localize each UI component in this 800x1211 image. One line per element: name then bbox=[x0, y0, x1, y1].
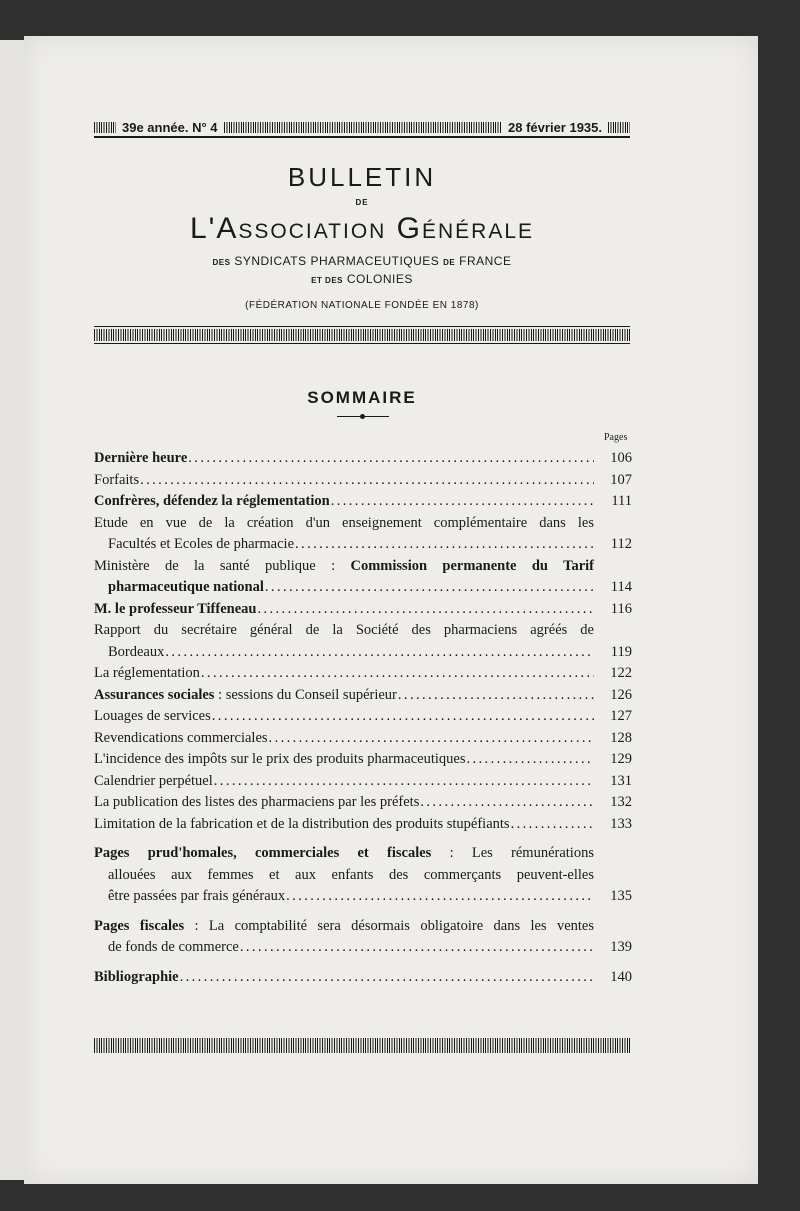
toc-title-bold: Commission permanente du Tarif bbox=[350, 557, 594, 574]
toc-entry bbox=[94, 916, 634, 959]
issue-number: 39e année. N° 4 bbox=[122, 119, 218, 135]
toc-page: 139 bbox=[610, 939, 632, 955]
toc-page: 133 bbox=[610, 815, 632, 832]
toc-page: 106 bbox=[610, 450, 632, 466]
toc-title: L'incidence des impôts sur le prix des produits pharmaceutiques bbox=[94, 751, 466, 767]
masthead-word: SYNDICATS PHARMACEUTIQUES bbox=[234, 254, 440, 268]
toc-entry bbox=[94, 599, 634, 621]
toc-page: 112 bbox=[610, 536, 632, 552]
masthead-word: DE bbox=[443, 258, 456, 267]
leader-dots bbox=[511, 814, 594, 836]
toc-title: Rapport du secrétaire général de la Société des pharmaciens agréés de bbox=[94, 622, 594, 638]
table-of-contents bbox=[94, 448, 634, 988]
hatch-ornament bbox=[608, 122, 630, 133]
toc-title: La publication des listes des pharmaciens par les préfets bbox=[94, 794, 420, 810]
toc-entry bbox=[94, 448, 634, 470]
toc-title-cont: allouées aux femmes et aux enfants des commerçants peuvent-elles bbox=[108, 866, 594, 883]
masthead-word: ET DES bbox=[311, 276, 344, 285]
masthead-de: DE bbox=[355, 198, 369, 207]
leader-dots bbox=[295, 534, 594, 556]
leader-dots bbox=[180, 967, 594, 989]
toc-page: 135 bbox=[610, 888, 632, 904]
toc-title-bold: Pages prud'homales, commerciales et fiscales bbox=[94, 845, 432, 861]
toc-entry bbox=[94, 470, 634, 492]
toc-title: La réglementation bbox=[94, 665, 200, 681]
toc-title-bold: Pages fiscales bbox=[94, 917, 185, 934]
document-page bbox=[24, 36, 758, 1184]
toc-title-cont: de fonds de commerce bbox=[108, 939, 239, 955]
toc-title: Dernière heure bbox=[94, 450, 188, 466]
toc-page: 129 bbox=[610, 751, 632, 767]
leader-dots bbox=[286, 886, 594, 908]
masthead-word: COLONIES bbox=[346, 272, 413, 286]
toc-title: Forfaits bbox=[94, 471, 140, 488]
toc-title: M. le professeur Tiffeneau bbox=[94, 600, 257, 617]
toc-title: : sessions du Conseil supérieur bbox=[214, 686, 397, 703]
toc-entry bbox=[94, 706, 634, 728]
leader-dots bbox=[201, 663, 594, 685]
toc-entry bbox=[94, 728, 634, 750]
toc-title: : La comptabilité sera désormais obligatoire dans les ventes bbox=[184, 917, 594, 934]
toc-page: 131 bbox=[610, 772, 632, 789]
toc-entry bbox=[94, 792, 634, 814]
divider-rule bbox=[94, 326, 630, 327]
toc-title: Ministère de la santé publique : bbox=[94, 557, 351, 574]
toc-entry bbox=[94, 771, 634, 793]
toc-title: Confrères, défendez la réglementation bbox=[94, 493, 330, 509]
leader-dots bbox=[257, 599, 594, 621]
toc-title: Etude en vue de la création d'un enseignement complémentaire dans les bbox=[94, 514, 594, 531]
toc-entry bbox=[94, 685, 634, 707]
toc-entry bbox=[94, 843, 634, 908]
issue-header bbox=[94, 118, 630, 136]
leader-dots bbox=[466, 749, 594, 771]
hatch-ornament bbox=[94, 122, 116, 133]
toc-title-cont: Facultés et Ecoles de pharmacie bbox=[108, 536, 295, 552]
leader-dots bbox=[420, 792, 594, 814]
masthead-word: DES bbox=[212, 258, 231, 267]
ornament-rule bbox=[337, 416, 389, 417]
masthead-syndicats bbox=[94, 254, 630, 268]
toc-entry bbox=[94, 814, 634, 836]
toc-entry bbox=[94, 620, 634, 663]
toc-page: 119 bbox=[610, 643, 632, 660]
toc-entry bbox=[94, 513, 634, 556]
hatch-ornament bbox=[224, 122, 503, 133]
toc-page: 128 bbox=[610, 729, 632, 746]
toc-title: Limitation de la fabrication et de la distribution des produits stupéfiants bbox=[94, 815, 510, 832]
toc-title-cont: Bordeaux bbox=[108, 643, 165, 660]
hatch-band-bottom bbox=[94, 1038, 630, 1053]
toc-title-bold: Assurances sociales bbox=[94, 686, 215, 703]
header-rule bbox=[94, 136, 630, 138]
leader-dots bbox=[140, 470, 594, 492]
divider-rule bbox=[94, 343, 630, 344]
leader-dots bbox=[331, 491, 594, 513]
leader-dots bbox=[188, 448, 594, 470]
toc-entry bbox=[94, 749, 634, 771]
leader-dots bbox=[269, 728, 594, 750]
toc-title: : Les rémunérations bbox=[431, 845, 594, 861]
leader-dots bbox=[212, 706, 594, 728]
sommaire-heading: SOMMAIRE bbox=[307, 388, 417, 407]
toc-page: 107 bbox=[610, 471, 632, 488]
leader-dots bbox=[265, 577, 594, 599]
toc-page: 114 bbox=[610, 579, 632, 595]
masthead-word: FRANCE bbox=[459, 254, 512, 268]
masthead-bulletin: BULLETIN bbox=[287, 162, 437, 192]
masthead-federation: (FÉDÉRATION NATIONALE FONDÉE EN 1878) bbox=[245, 300, 479, 311]
toc-entry bbox=[94, 663, 634, 685]
toc-title: Bibliographie bbox=[94, 968, 179, 985]
toc-page: 127 bbox=[610, 708, 632, 724]
toc-entry bbox=[94, 967, 634, 989]
toc-page: 126 bbox=[610, 686, 632, 703]
issue-date: 28 février 1935. bbox=[508, 119, 602, 135]
toc-title-cont: pharmaceutique national bbox=[108, 579, 264, 595]
leader-dots bbox=[240, 937, 594, 959]
toc-entry bbox=[94, 556, 634, 599]
leader-dots bbox=[398, 685, 594, 707]
toc-title: Louages de services bbox=[94, 708, 211, 724]
toc-entry bbox=[94, 491, 634, 513]
toc-title: Calendrier perpétuel bbox=[94, 772, 213, 789]
pages-label: Pages bbox=[604, 432, 628, 443]
toc-page: 116 bbox=[610, 600, 632, 617]
previous-page-edge bbox=[0, 40, 25, 1180]
toc-title: Revendications commerciales bbox=[94, 729, 268, 746]
leader-dots bbox=[165, 642, 594, 664]
masthead-colonies bbox=[94, 272, 630, 286]
toc-title-cont: être passées par frais généraux bbox=[108, 888, 286, 904]
hatch-band bbox=[94, 329, 630, 341]
toc-page: 132 bbox=[610, 794, 632, 810]
toc-page: 140 bbox=[610, 968, 632, 985]
toc-page: 122 bbox=[610, 665, 632, 681]
leader-dots bbox=[214, 771, 594, 793]
masthead-association: L'Association Générale bbox=[189, 212, 535, 245]
toc-page: 111 bbox=[611, 493, 632, 509]
